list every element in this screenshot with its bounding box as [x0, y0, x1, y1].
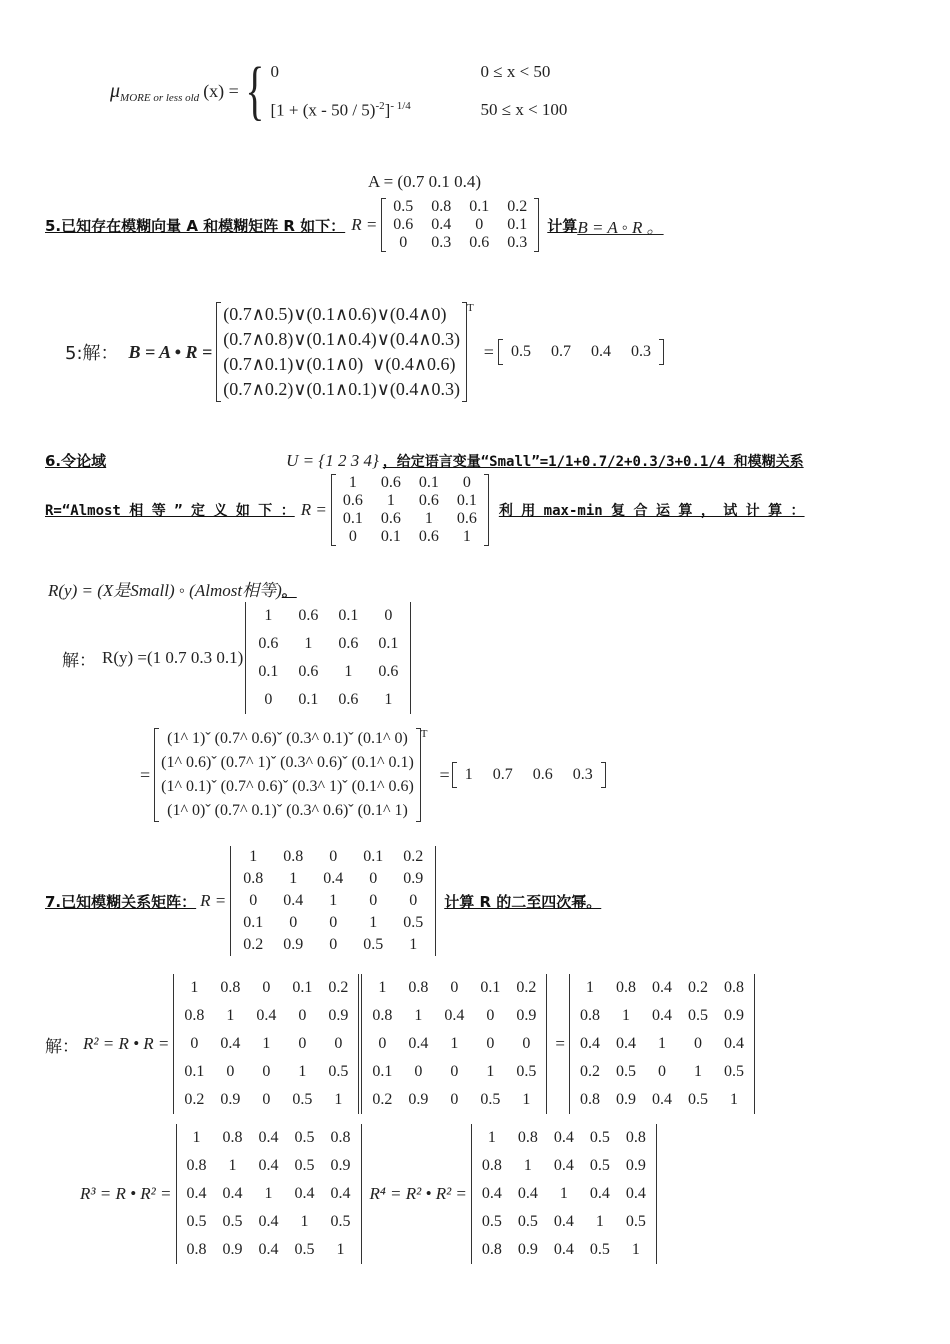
q7-r2-row: 解： R² = R • R = 1 0.8 0 0.1 0.2 0.8 1 0.4 0 0.9 0 0.4 1 0 0 0.1 0 0 1 0.5 0.2 0.9 0 0.5 1 1 0.8 0 0.1 0.2 0.8 1 0.4 0 0.9 0 0.4 1 0 0 0.1 0 0 1 0.5 0.2 0.9 0 0.5 1 = 1 0.8 0.4 0.2 0.8 0.8 1 0.4 0.5 0.9 0.4 0.4 1 0 0.4 0.2 0.5 0 1 0.5 0.8 0.9 0.4 0.5 1: [45, 974, 755, 1114]
matrix-cell: 0.6: [338, 691, 359, 708]
matrix-cell: 0.5: [688, 1007, 708, 1024]
matrix-cell: 1: [694, 1063, 702, 1080]
result-cell: 0.3: [572, 766, 593, 783]
matrix-cell: 0: [298, 1007, 307, 1024]
matrix-cell: 1: [249, 848, 258, 865]
matrix-cell: 0.1: [380, 528, 401, 545]
matrix-cell: 1: [190, 979, 199, 996]
matrix-cell: 0.1: [184, 1063, 205, 1080]
q6-title: 6.令论域: [45, 452, 107, 470]
result-cell: 0.3: [630, 343, 651, 360]
matrix-cell: 0.9: [330, 1157, 351, 1174]
matrix-cell: 0.1: [342, 510, 363, 527]
matrix-cell: 1: [300, 1213, 309, 1230]
matrix-cell: 0: [369, 892, 378, 909]
matrix-cell: 0.4: [517, 1185, 538, 1202]
matrix-cell: 0.9: [403, 870, 424, 887]
matrix-cell: 0.5: [724, 1063, 744, 1080]
matrix-cell: 1: [192, 1129, 201, 1146]
matrix-cell: 0: [450, 1091, 459, 1108]
matrix-cell: 0.1: [456, 492, 477, 509]
matrix-cell: 1: [487, 1129, 496, 1146]
matrix-cell: 0: [486, 1007, 495, 1024]
matrix-cell: 0.1: [243, 914, 264, 931]
q6-composition: [140, 728, 606, 822]
matrix-cell: 0.1: [292, 979, 313, 996]
case1-condition: 0 ≤ x < 50: [480, 61, 551, 81]
q5-solution: [65, 302, 664, 402]
q5-r-label: R =: [351, 215, 378, 234]
matrix-cell: 0.5: [294, 1241, 315, 1258]
matrix-cell: 0.8: [517, 1129, 538, 1146]
matrix-cell: 1: [386, 492, 395, 509]
matrix-cell: 0.5: [403, 914, 424, 931]
matrix-cell: 0.6: [342, 492, 363, 509]
matrix-cell: 0.4: [444, 1007, 465, 1024]
matrix-cell: 0.6: [298, 607, 319, 624]
matrix-cell: 1: [622, 1007, 630, 1024]
composition-row: (0.7∧0.1)∨(0.1∧0) ∨(0.4∧0.6): [223, 354, 456, 374]
q6-eq-left: =: [140, 764, 151, 785]
matrix-cell: 0: [450, 979, 459, 996]
matrix-cell: 0.5: [328, 1063, 349, 1080]
matrix-cell: 0: [658, 1063, 666, 1080]
matrix-cell: 1: [424, 510, 433, 527]
matrix-cell: 1: [414, 1007, 423, 1024]
result-cell: 0.7: [550, 343, 571, 360]
matrix-cell: 1: [226, 1007, 235, 1024]
matrix-cell: 0.4: [553, 1157, 574, 1174]
q7-solution-label: 解：: [45, 1036, 79, 1056]
q6-solution-expr: R(y) =(1 0.7 0.3 0.1): [102, 648, 244, 667]
matrix-cell: 0: [348, 528, 357, 545]
mu-symbol: μ: [110, 79, 121, 102]
matrix-cell: 0.4: [616, 1035, 636, 1052]
matrix-cell: 0.5: [589, 1157, 610, 1174]
result-cell: 1: [464, 766, 473, 783]
matrix-cell: 1: [523, 1157, 532, 1174]
matrix-cell: 1: [378, 979, 387, 996]
matrix-cell: 1: [329, 892, 338, 909]
matrix-cell: 1: [369, 914, 378, 931]
matrix-cell: 0.9: [625, 1157, 646, 1174]
matrix-cell: 0.5: [393, 198, 414, 215]
matrix-cell: 0: [399, 234, 408, 251]
matrix-cell: 1: [228, 1157, 237, 1174]
matrix-cell: 0: [450, 1063, 459, 1080]
result-cell: 0.7: [492, 766, 513, 783]
matrix-cell: 0.9: [222, 1241, 243, 1258]
matrix-cell: 0.4: [625, 1185, 646, 1202]
matrix-cell: 0.9: [220, 1091, 241, 1108]
left-brace: {: [245, 54, 265, 127]
matrix-cell: 0.5: [292, 1091, 313, 1108]
matrix-cell: 1: [595, 1213, 604, 1230]
q6-solution-label: 解：: [62, 650, 96, 670]
matrix-cell: 0.5: [589, 1241, 610, 1258]
matrix-cell: 0.8: [724, 979, 744, 996]
matrix-cell: 1: [462, 528, 471, 545]
composition-row: (0.7∧0.2)∨(0.1∧0.1)∨(0.4∧0.3): [223, 379, 461, 399]
matrix-cell: 0.3: [431, 234, 452, 251]
matrix-cell: 0.6: [380, 510, 401, 527]
matrix-cell: 1: [522, 1091, 531, 1108]
matrix-cell: 0: [369, 870, 378, 887]
matrix-cell: 1: [264, 1185, 273, 1202]
matrix-cell: 0.9: [283, 936, 304, 953]
matrix-cell: 1: [264, 607, 273, 624]
matrix-cell: 0.8: [625, 1129, 646, 1146]
matrix-cell: 1: [384, 691, 393, 708]
composition-row: (1^ 0.6)ˇ (0.7^ 1)ˇ (0.3^ 0.6)ˇ (0.1^ 0.1): [161, 754, 414, 771]
matrix-cell: 0.1: [298, 691, 319, 708]
matrix-cell: 0.4: [652, 1007, 672, 1024]
matrix-cell: 0.1: [418, 474, 439, 491]
matrix-cell: 0.5: [363, 936, 384, 953]
composition-row: (0.7∧0.5)∨(0.1∧0.6)∨(0.4∧0): [223, 304, 447, 324]
matrix-cell: 0.6: [378, 663, 399, 680]
matrix-cell: 0.5: [481, 1213, 502, 1230]
matrix-cell: 0: [334, 1035, 343, 1052]
matrix-cell: 0.4: [580, 1035, 600, 1052]
matrix-cell: 1: [730, 1091, 738, 1108]
q6-solution: [62, 602, 411, 714]
matrix-cell: 0: [329, 936, 338, 953]
matrix-cell: 0: [262, 1091, 271, 1108]
matrix-cell: 0.5: [688, 1091, 708, 1108]
matrix-cell: 0.6: [298, 663, 319, 680]
matrix-cell: 0: [262, 979, 271, 996]
result-cell: 0.5: [510, 343, 531, 360]
mu-argument: (x) =: [203, 80, 239, 101]
q6-line1: [45, 450, 905, 471]
matrix-cell: 0: [190, 1035, 199, 1052]
matrix-cell: 0.4: [652, 979, 672, 996]
q5-solution-expr: B = A • R =: [128, 341, 213, 362]
q6-tail: ，给定语言变量“Small”=1/1+0.7/2+0.3/3+0.1/4 和模糊关系: [382, 453, 804, 470]
matrix-cell: 0.2: [507, 198, 528, 215]
matrix-cell: 1: [334, 1091, 343, 1108]
matrix-cell: 1: [559, 1185, 568, 1202]
q7-r3-result-matrix: [176, 1124, 362, 1264]
q7-r2-right-matrix: [361, 974, 547, 1114]
matrix-cell: 0.4: [283, 892, 304, 909]
case1-value: 0: [270, 61, 280, 81]
matrix-cell: 0.5: [294, 1157, 315, 1174]
matrix-cell: 0.4: [323, 870, 344, 887]
matrix-cell: 0.1: [378, 635, 399, 652]
q6-ry-row: [48, 576, 297, 601]
matrix-cell: 0.2: [516, 979, 537, 996]
matrix-cell: 0: [462, 474, 471, 491]
vector-a: A = (0.7 0.1 0.4): [368, 172, 481, 191]
matrix-cell: 1: [289, 870, 298, 887]
matrix-cell: 0.5: [294, 1129, 315, 1146]
result-cell: 0.6: [532, 766, 553, 783]
matrix-cell: 1: [486, 1063, 495, 1080]
q6-r-label: R =: [300, 500, 327, 519]
matrix-cell: 0.4: [553, 1213, 574, 1230]
q5-question-row: [45, 198, 664, 252]
matrix-cell: 0: [475, 216, 484, 233]
membership-function: [110, 54, 568, 127]
matrix-cell: 0.8: [408, 979, 429, 996]
matrix-cell: 0.1: [338, 607, 359, 624]
matrix-cell: 0: [298, 1035, 307, 1052]
matrix-cell: 0.2: [688, 979, 708, 996]
matrix-cell: 0: [409, 892, 418, 909]
matrix-cell: 0: [289, 914, 298, 931]
matrix-cell: 0.8: [580, 1091, 600, 1108]
matrix-cell: 0.4: [589, 1185, 610, 1202]
case2-expression: $[1 + (x - 50 / 5)^{-2}]^{- 1/4}$: [270, 99, 411, 120]
matrix-cell: 0.4: [258, 1213, 279, 1230]
matrix-cell: 0.4: [258, 1157, 279, 1174]
q6-result: [452, 762, 606, 788]
matrix-cell: 0.9: [408, 1091, 429, 1108]
matrix-cell: 0.2: [580, 1063, 600, 1080]
q6-transpose: T: [420, 728, 428, 740]
matrix-cell: 0: [694, 1035, 702, 1052]
matrix-cell: 0.6: [456, 510, 477, 527]
composition-row: (1^ 0.1)ˇ (0.7^ 0.6)ˇ (0.3^ 1)ˇ (0.1^ 0.6): [161, 778, 414, 795]
matrix-cell: 1: [409, 936, 418, 953]
composition-row: (0.7∧0.8)∨(0.1∧0.4)∨(0.4∧0.3): [223, 329, 461, 349]
matrix-cell: 0.9: [517, 1241, 538, 1258]
matrix-cell: 0.4: [652, 1091, 672, 1108]
matrix-cell: 0.8: [481, 1157, 502, 1174]
matrix-cell: 1: [298, 1063, 307, 1080]
matrix-cell: 0.1: [507, 216, 528, 233]
matrix-cell: 0.8: [220, 979, 241, 996]
matrix-cell: 0.2: [184, 1091, 205, 1108]
matrix-cell: 0.8: [186, 1157, 207, 1174]
q7-r-label: R =: [200, 891, 227, 910]
matrix-cell: 1: [344, 663, 353, 680]
matrix-cell: 0.8: [186, 1241, 207, 1258]
matrix-cell: 0.4: [294, 1185, 315, 1202]
matrix-cell: 0.4: [408, 1035, 429, 1052]
q6-universe: U = {1 2 3 4}: [286, 450, 379, 470]
matrix-cell: 1: [336, 1241, 345, 1258]
matrix-cell: 0: [384, 607, 393, 624]
matrix-cell: 0.5: [516, 1063, 537, 1080]
matrix-cell: 0: [378, 1035, 387, 1052]
matrix-cell: 0: [262, 1063, 271, 1080]
q5-compute-expr: B = A ◦ R 。: [577, 217, 664, 237]
matrix-cell: 0.8: [372, 1007, 393, 1024]
matrix-cell: 0.1: [480, 979, 501, 996]
q7-r2-result-matrix: [569, 974, 755, 1114]
matrix-cell: 0.8: [580, 1007, 600, 1024]
matrix-cell: 0.4: [222, 1185, 243, 1202]
matrix-cell: 0.5: [589, 1129, 610, 1146]
matrix-cell: 0: [522, 1035, 531, 1052]
matrix-cell: 0.8: [616, 979, 636, 996]
matrix-cell: 0.4: [258, 1241, 279, 1258]
matrix-cell: 0: [486, 1035, 495, 1052]
matrix-cell: 0.4: [553, 1241, 574, 1258]
matrix-cell: 1: [304, 635, 313, 652]
matrix-cell: 1: [262, 1035, 271, 1052]
matrix-cell: 0.8: [283, 848, 304, 865]
q7-r2-expr: R² = R • R =: [83, 1034, 170, 1053]
matrix-cell: 0.6: [418, 528, 439, 545]
matrix-cell: 0.9: [516, 1007, 537, 1024]
matrix-cell: 0.6: [380, 474, 401, 491]
q7-r34-row: [80, 1124, 657, 1264]
composition-row: (1^ 1)ˇ (0.7^ 0.6)ˇ (0.3^ 0.1)ˇ (0.1^ 0): [167, 730, 408, 747]
q7-tail: 计算 R 的二至四次幂。: [444, 892, 602, 911]
matrix-cell: 0.3: [507, 234, 528, 251]
q7-question-row: [45, 846, 601, 956]
q6-line2: [45, 474, 805, 546]
matrix-cell: 0.6: [258, 635, 279, 652]
matrix-cell: 0.8: [330, 1129, 351, 1146]
matrix-cell: 0.1: [363, 848, 384, 865]
matrix-cell: 0.5: [186, 1213, 207, 1230]
matrix-cell: 0.8: [222, 1129, 243, 1146]
q6-ry-expr: R(y) = (X是Small) ◦ (Almost相等): [48, 581, 282, 600]
q7-r4-expr: R⁴ = R² • R² =: [369, 1184, 467, 1203]
matrix-cell: 0.6: [418, 492, 439, 509]
matrix-cell: 0.2: [403, 848, 424, 865]
matrix-cell: 0.9: [616, 1091, 636, 1108]
matrix-cell: 0.4: [431, 216, 452, 233]
matrix-cell: 1: [586, 979, 594, 996]
matrix-cell: 0: [414, 1063, 423, 1080]
matrix-cell: 0: [249, 892, 258, 909]
matrix-cell: 0.1: [258, 663, 279, 680]
q6-eq-right: =: [439, 764, 450, 785]
matrix-cell: 0.5: [330, 1213, 351, 1230]
q6-matrix: [331, 474, 489, 546]
matrix-cell: 0.4: [481, 1185, 502, 1202]
matrix-cell: 0.4: [724, 1035, 744, 1052]
matrix-cell: 1: [658, 1035, 666, 1052]
mu-subscript: MORE or less old: [120, 92, 200, 104]
matrix-cell: 0.5: [625, 1213, 646, 1230]
q7-r2-left-matrix: [173, 974, 359, 1114]
q5-result-eq: =: [483, 341, 494, 362]
q6-composition-matrix: [154, 728, 421, 822]
matrix-cell: 0: [264, 691, 273, 708]
matrix-cell: 0.9: [328, 1007, 349, 1024]
q5-question: 5.已知存在模糊向量 A 和模糊矩阵 R 如下：: [45, 216, 346, 235]
q7-r4-result-matrix: [471, 1124, 657, 1264]
matrix-cell: 0.5: [616, 1063, 636, 1080]
matrix-cell: 0.1: [469, 198, 490, 215]
matrix-cell: 0.4: [330, 1185, 351, 1202]
matrix-cell: 0.8: [243, 870, 264, 887]
matrix-cell: 0.4: [553, 1129, 574, 1146]
q5-compute: 计算: [547, 216, 578, 235]
matrix-cell: 0.2: [372, 1091, 393, 1108]
matrix-cell: 0.6: [338, 635, 359, 652]
matrix-cell: 0.5: [480, 1091, 501, 1108]
matrix-cell: 1: [631, 1241, 640, 1258]
matrix-cell: 0.2: [243, 936, 264, 953]
matrix-cell: 1: [348, 474, 357, 491]
matrix-cell: 0.6: [469, 234, 490, 251]
matrix-cell: 0.2: [328, 979, 349, 996]
matrix-cell: 0.4: [258, 1129, 279, 1146]
matrix-cell: 1: [450, 1035, 459, 1052]
matrix-cell: 0.5: [222, 1213, 243, 1230]
case2-condition: 50 ≤ x < 100: [480, 100, 568, 119]
q5-transpose: T: [467, 302, 474, 314]
q7-matrix: [230, 846, 436, 956]
matrix-cell: 0.8: [481, 1241, 502, 1258]
matrix-cell: 0.9: [724, 1007, 744, 1024]
q5-composition-matrix: [216, 302, 467, 402]
q5-result: [498, 339, 664, 365]
matrix-cell: 0: [329, 914, 338, 931]
result-cell: 0.4: [590, 343, 611, 360]
matrix-cell: 0.4: [256, 1007, 277, 1024]
q6-solution-matrix: [245, 602, 411, 714]
matrix-cell: 0: [329, 848, 338, 865]
matrix-cell: 0.8: [431, 198, 452, 215]
matrix-cell: 0.6: [393, 216, 414, 233]
q7-title: 7.已知模糊关系矩阵：: [45, 892, 197, 911]
matrix-cell: 0.5: [517, 1213, 538, 1230]
q6-line2-tail: 利 用 max-min 复 合 运 算 ， 试 计 算 ：: [498, 503, 805, 519]
q6-ry-end: 。: [281, 582, 297, 600]
q5-matrix: [381, 198, 539, 252]
matrix-cell: 0.4: [186, 1185, 207, 1202]
q7-r3-expr: R³ = R • R² =: [80, 1184, 172, 1203]
composition-row: (1^ 0)ˇ (0.7^ 0.1)ˇ (0.3^ 0.6)ˇ (0.1^ 1): [167, 802, 408, 819]
q5-solution-label: 5:解：: [65, 343, 119, 364]
matrix-cell: 0.8: [184, 1007, 205, 1024]
matrix-cell: 0.4: [220, 1035, 241, 1052]
matrix-cell: 0: [226, 1063, 235, 1080]
matrix-cell: 0.1: [372, 1063, 393, 1080]
q6-line2-text: R=“Almost 相 等 ” 定 义 如 下 ：: [45, 503, 295, 519]
